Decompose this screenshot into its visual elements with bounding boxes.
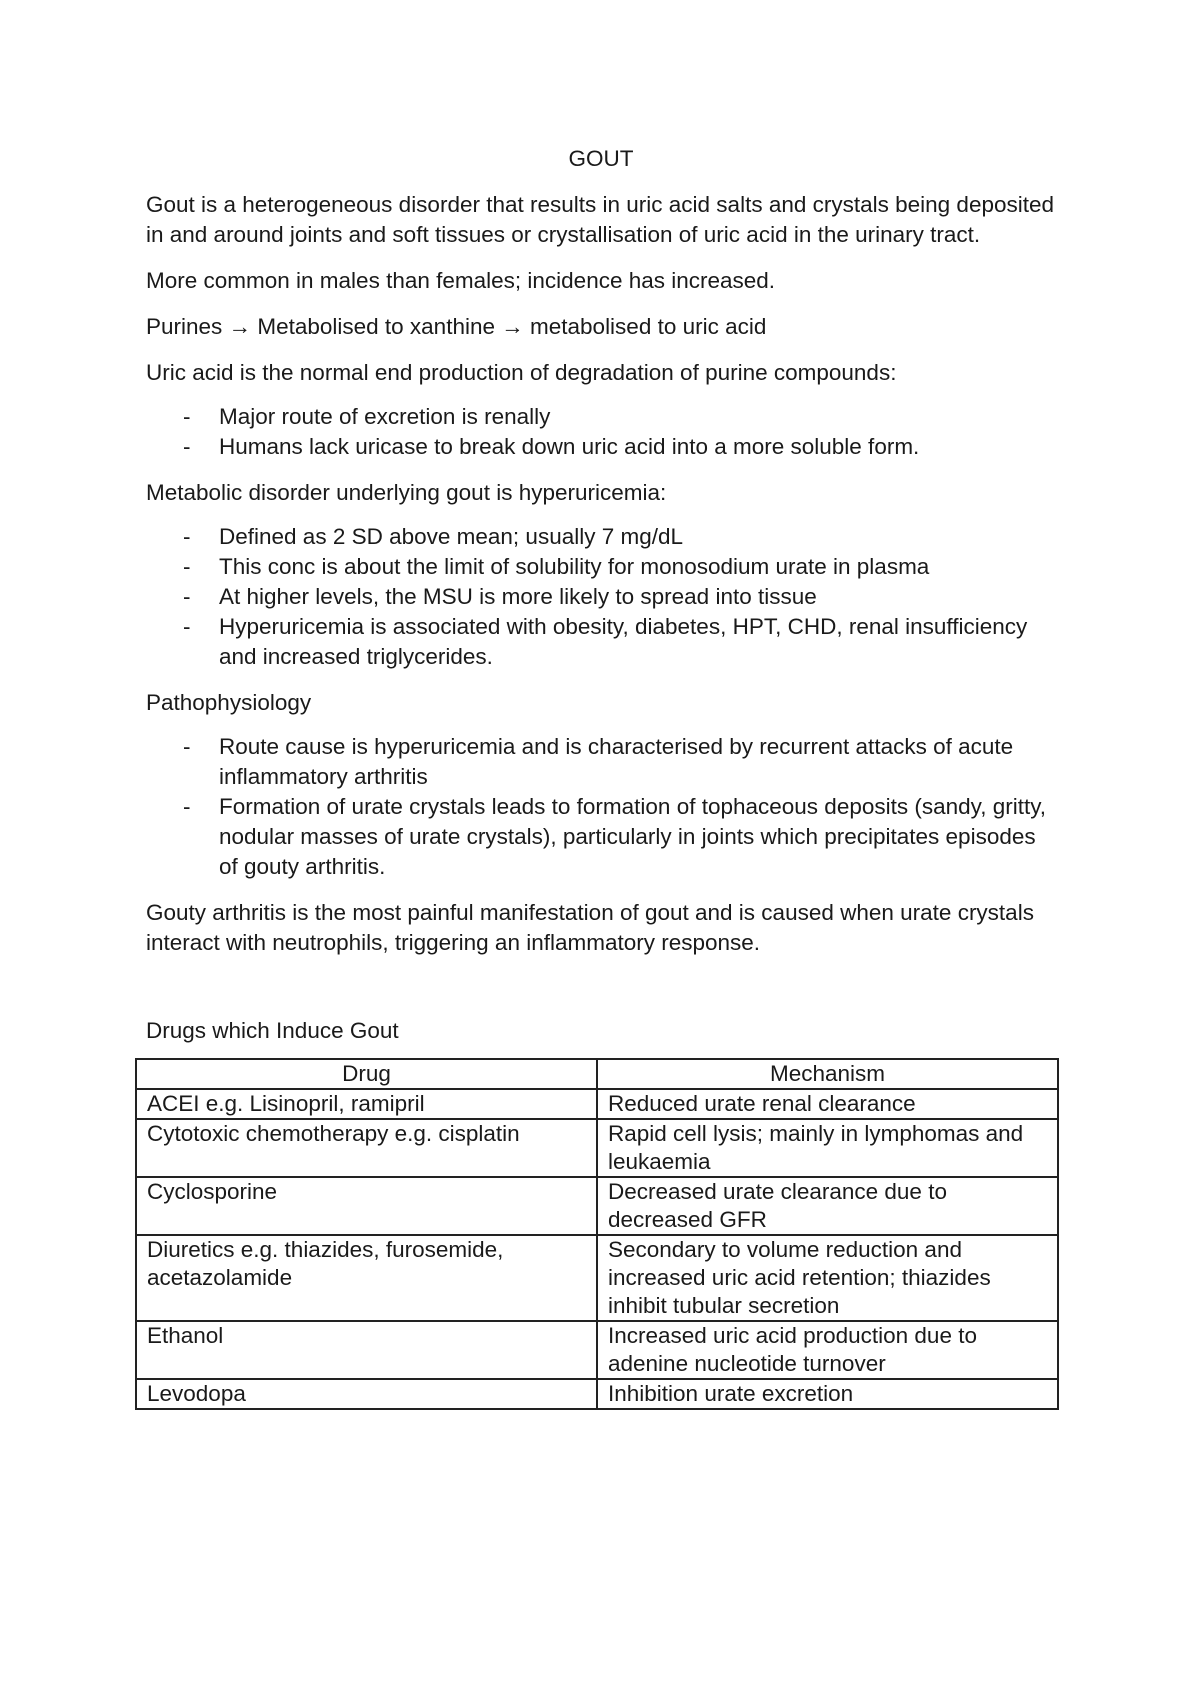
header-drug: Drug (136, 1059, 597, 1089)
intro-paragraph: Gout is a heterogeneous disorder that results in uric acid salts and crystals being deposited in and around joints and soft tissues or crystallisation of uric acid in the urinary tract. (146, 192, 1055, 247)
table-row (136, 1089, 1058, 1119)
dash-bullet: - (183, 614, 191, 639)
dash-bullet: - (183, 584, 191, 609)
list-item: - Route cause is hyperuricemia and is characterised by recurrent attacks of acute inflammatory arthritis (183, 734, 1014, 789)
pathway-step-xanthine: Metabolised to xanthine (257, 314, 495, 339)
mechanism-cell: Inhibition urate excretion (597, 1379, 1058, 1409)
page-title: GOUT (568, 146, 634, 171)
dash-bullet: - (183, 554, 191, 579)
drug-cell: Levodopa (136, 1379, 597, 1409)
mechanism-cell: Increased uric acid production due to adenine nucleotide turnover (597, 1321, 1058, 1379)
drug-cell: ACEI e.g. Lisinopril, ramipril (136, 1089, 597, 1119)
gouty-arthritis-paragraph: Gouty arthritis is the most painful manifestation of gout and is caused when urate crystals interact with neutrophils, triggering an inflammatory response. (146, 900, 1034, 955)
arrow-right-icon: → (228, 314, 252, 339)
hyperuricemia-list (146, 522, 1056, 672)
mechanism-cell: Rapid cell lysis; mainly in lymphomas and leukaemia (597, 1119, 1058, 1177)
purine-pathway (146, 312, 1056, 342)
dash-bullet: - (183, 524, 191, 549)
pathway-step-uric-acid: metabolised to uric acid (530, 314, 767, 339)
dash-bullet: - (183, 734, 191, 759)
list-item: - Defined as 2 SD above mean; usually 7 mg/dL (146, 522, 1056, 552)
list-item: - At higher levels, the MSU is more likely to spread into tissue (146, 582, 1056, 612)
table-row (136, 1119, 1058, 1177)
document-content (146, 144, 1056, 1410)
table-row (136, 1321, 1058, 1379)
list-item: - This conc is about the limit of solubility for monosodium urate in plasma (146, 552, 1056, 582)
mechanism-cell: Reduced urate renal clearance (597, 1089, 1058, 1119)
list-item: - Humans lack uricase to break down uric acid into a more soluble form. (146, 432, 1056, 462)
drug-cell: Cytotoxic chemotherapy e.g. cisplatin (136, 1119, 597, 1177)
incidence-paragraph: More common in males than females; incidence has increased. (146, 268, 776, 293)
drugs-table (135, 1058, 1059, 1410)
dash-bullet: - (183, 434, 191, 459)
dash-bullet: - (183, 794, 191, 819)
drug-cell: Diuretics e.g. thiazides, furosemide, acetazolamide (136, 1235, 597, 1321)
arrow-right-icon: → (501, 314, 524, 339)
pathophysiology-heading: Pathophysiology (146, 690, 312, 715)
table-row (136, 1379, 1058, 1409)
pathophysiology-list (146, 732, 1056, 882)
header-mechanism: Mechanism (597, 1059, 1058, 1089)
list-item: - Major route of excretion is renally (146, 402, 1056, 432)
uric-acid-heading: Uric acid is the normal end production of degradation of purine compounds: (146, 360, 897, 385)
table-row (136, 1177, 1058, 1235)
table-caption: Drugs which Induce Gout (146, 1018, 399, 1043)
mechanism-cell: Decreased urate clearance due to decreased GFR (597, 1177, 1058, 1235)
drug-cell: Ethanol (136, 1321, 597, 1379)
hyperuricemia-heading: Metabolic disorder underlying gout is hyperuricemia: (146, 480, 667, 505)
table-header-row (136, 1059, 1058, 1089)
table-row (136, 1235, 1058, 1321)
uric-acid-list (146, 402, 1056, 462)
pathway-step-purines: Purines (146, 314, 223, 339)
list-item: - Formation of urate crystals leads to formation of tophaceous deposits (sandy, gritty, nodular masses of urate crystals), particularly in joints which precipitates episodes of gouty arthritis. (183, 794, 1047, 879)
list-item: - Hyperuricemia is associated with obesity, diabetes, HPT, CHD, renal insufficiency and increased triglycerides. (183, 614, 1028, 669)
mechanism-cell: Secondary to volume reduction and increased uric acid retention; thiazides inhibit tubular secretion (597, 1235, 1058, 1321)
drug-cell: Cyclosporine (136, 1177, 597, 1235)
section-spacer (146, 974, 1056, 1016)
dash-bullet: - (183, 404, 191, 429)
